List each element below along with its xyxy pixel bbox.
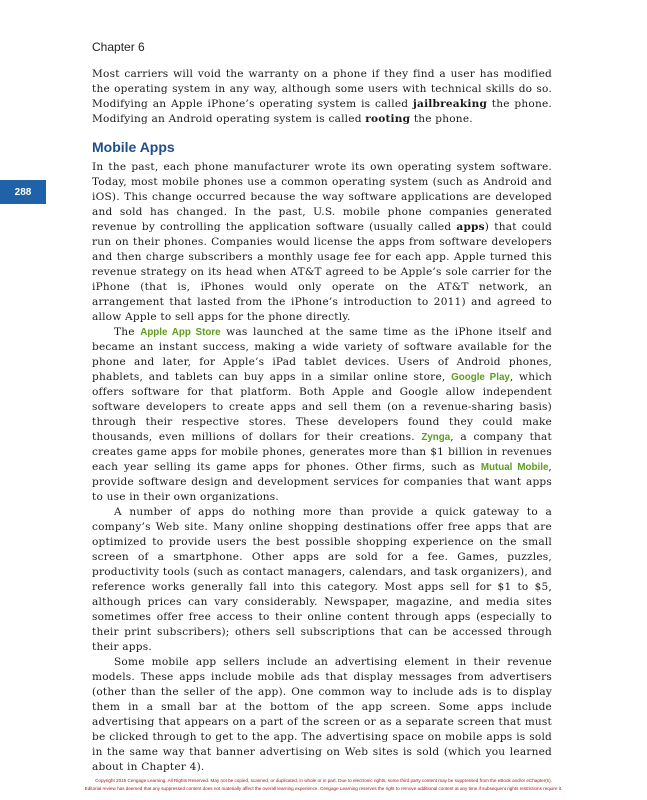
text-run: the phone. xyxy=(410,113,473,125)
body-text xyxy=(92,67,552,775)
page-number-tab: 288 xyxy=(0,180,46,204)
key-term-rooting: rooting xyxy=(365,113,411,125)
text-run: ) that could run on their phones. Companies would license the apps from software developers and then charge subscribers a monthly usage fee for each app. Apple turned this revenue strategy on its head when AT&T agreed to be Apple’s sole carrier for the iPhone (that is, iPhones would only operate on the AT&T network, an arrangement that lasted from the iPhone’s introduction to 2011) and agreed to allow Apple to sell apps for the phone directly. xyxy=(92,221,552,323)
link-mutual-mobile[interactable]: Mutual Mobile xyxy=(480,462,549,473)
section-heading: Mobile Apps xyxy=(92,139,175,155)
footer-line-2: Editorial review has deemed that any suppressed content does not materially affect the overall learning experience. Cengage Learning reserves the right to remove additional content at any time if subsequent rights restrictions require it. xyxy=(84,786,563,791)
copyright-footer xyxy=(10,777,637,793)
text-run: , a company that creates game apps for mobile phones, generates more than $1 billion in revenues each year selling its game apps for phones. Other firms, such as xyxy=(92,431,552,473)
text-run: Most carriers will void the warranty on a phone if they find a user has modified the operating system in any way, although some users with technical skills do so. Modifying an Apple iPhone’s operating system is called xyxy=(92,68,552,110)
link-google-play[interactable]: Google Play xyxy=(451,372,510,383)
link-zynga[interactable]: Zynga xyxy=(421,432,451,443)
key-term-jailbreaking: jailbreaking xyxy=(413,98,488,110)
footer-line-1: Copyright 2015 Cengage Learning. All Rights Reserved. May not be copied, scanned, or duplicated, in whole or in part. Due to electronic rights, some third party content may be suppressed from the eBook and/or eChapter(s). xyxy=(95,778,552,783)
paragraph-3: A number of apps do nothing more than provide a quick gateway to a company’s Web site. Many online shopping destinations offer free apps that are optimized to provide users the best possible shopping experience on the small screen of a smartphone. Other apps are sold for a fee. Games, puzzles, productivity tools (such as contact managers, calendars, and task organizers), and reference works generally fall into this category. Most apps sell for $1 to $5, although prices can vary considerably. Newspaper, magazine, and media sites sometimes offer free access to their online content through apps (especially to their print subscribers); others sell subscriptions that can be accessed through their apps. xyxy=(92,506,552,653)
text-run: was launched at the same time as the iPhone itself and became an instant success, making a wide variety of software available for the phone and later, for Apple’s iPad tablet devices. Users of Android phones, phablets, and tablets can buy apps in a similar online store, xyxy=(92,326,552,383)
key-term-apps: apps xyxy=(456,221,485,233)
paragraph-1 xyxy=(92,160,552,325)
text-run: the phone. Modifying an Android operating system is called xyxy=(92,98,552,125)
intro-paragraph xyxy=(92,67,552,127)
text-run: , which offers software for that platform. Both Apple and Google allow independent software developers to create apps and sell them (on a revenue-sharing basis) through their respective stores. These developers found they could make thousands, even millions of dollars for their creations. xyxy=(92,371,553,443)
text-run: In the past, each phone manufacturer wrote its own operating system software. Today, most mobile phones use a common operating system (such as Android and iOS). This change occurred because the way software applications are developed and sold has changed. In the past, U.S. mobile phone companies generated revenue by controlling the application software (usually called xyxy=(92,161,552,233)
paragraph-4: Some mobile app sellers include an advertising element in their revenue models. These apps include mobile ads that display messages from advertisers (other than the seller of the app). One common way to include ads is to display them in a small bar at the bottom of the app screen. Some apps include advertising that appears on a part of the screen or as a separate screen that must be clicked through to get to the app. The advertising space on mobile apps is sold in the same way that banner advertising on Web sites is sold (which you learned about in Chapter 4). xyxy=(92,656,552,773)
chapter-label: Chapter 6 xyxy=(92,40,145,54)
text-run: , provide software design and development services for companies that want apps to use in their own organizations. xyxy=(92,461,552,503)
link-apple-app-store[interactable]: Apple App Store xyxy=(140,327,221,338)
text-run: The xyxy=(114,326,141,338)
paragraph-2 xyxy=(92,325,552,505)
